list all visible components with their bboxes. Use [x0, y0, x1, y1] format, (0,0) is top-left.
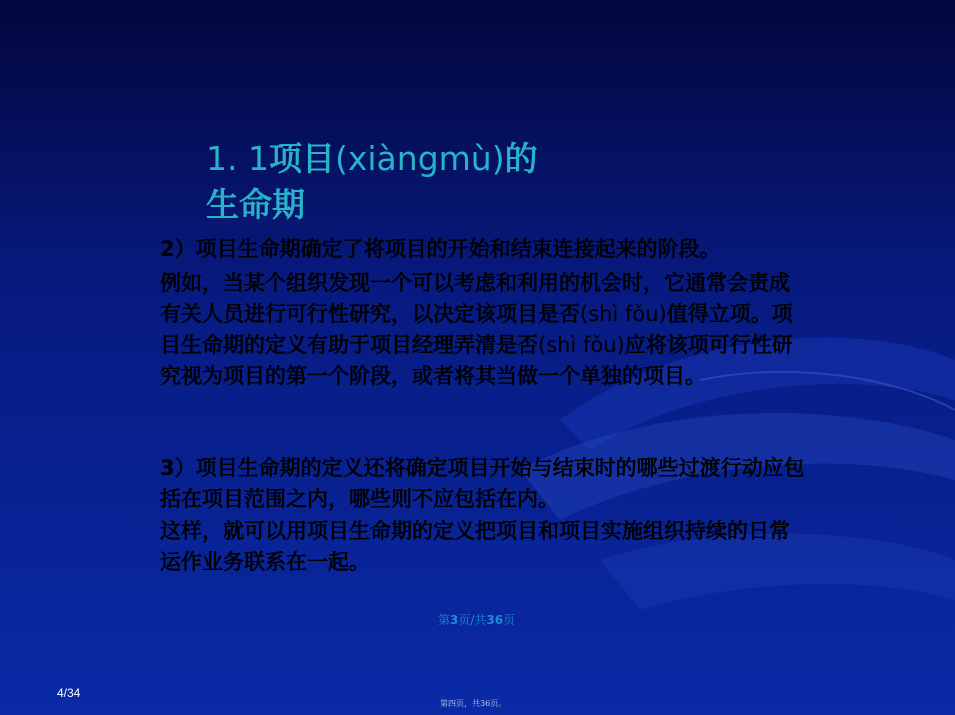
page-indicator-middle: 页/共 — [458, 613, 487, 627]
paragraph-example-part-a: 例如，当某个组织发现一个可以考虑和利用的机会时，它通常会责成有关人员进行可行性研究，以决定该项目是否 — [160, 271, 790, 326]
slide-title — [206, 136, 626, 228]
page-indicator-suffix: 页 — [503, 613, 516, 627]
slide-title-line2: 生命期 — [206, 185, 305, 224]
title-number: 1. 1 — [206, 139, 269, 178]
page-indicator-prefix: 第 — [438, 613, 451, 627]
slide-number: 4/34 — [57, 686, 81, 700]
paragraph-stage-definition: 2）项目生命期确定了将项目的开始和结束连接起来的阶段。 — [160, 237, 721, 261]
page-indicator — [438, 611, 515, 628]
paragraph-transition-actions: 3）项目生命期的定义还将确定项目开始与结束时的哪些过渡行动应包括在项目范围之内，哪些则不应包括在内。 — [160, 456, 805, 511]
pinyin-shifou-1: (shì fǒu) — [580, 302, 667, 326]
title-cn-part: 项目 — [268, 139, 335, 178]
title-pinyin: (xiàngmù) — [334, 139, 505, 178]
pinyin-shifou-2: (shì fǒu) — [538, 333, 625, 357]
paragraph-example — [160, 268, 810, 392]
paragraph-example-part-b: 值得立项。项目生命期的定义有助于项目经理弄清是否 — [160, 302, 793, 357]
title-end-char: 的 — [504, 139, 538, 178]
page-indicator-current: 3 — [450, 613, 459, 627]
slide-title-line1 — [206, 136, 626, 182]
paragraph-example-part-c: 应将该项可行性研究视为项目的第一个阶段，或者将其当做一个单独的项目。 — [160, 333, 793, 388]
page-indicator-total: 36 — [486, 613, 504, 627]
footer-note: 第四页，共36页。 — [440, 699, 507, 708]
paragraph-link-operations: 这样，就可以用项目生命期的定义把项目和项目实施组织持续的日常运作业务联系在一起。 — [160, 519, 790, 574]
